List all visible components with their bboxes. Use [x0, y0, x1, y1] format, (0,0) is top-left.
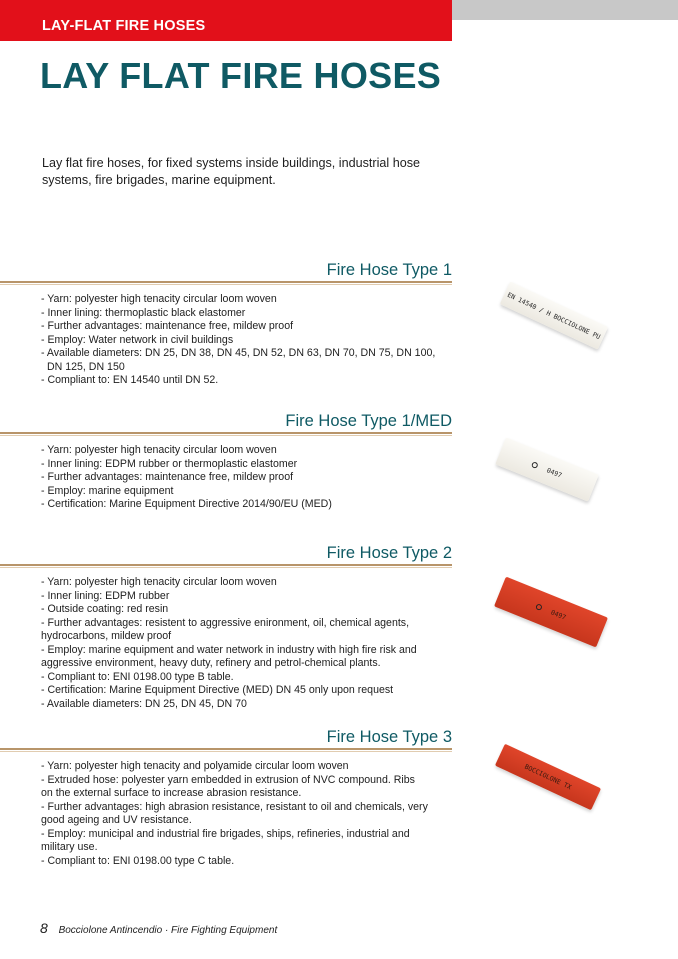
bullet-item: - Certification: Marine Equipment Directive 2014/90/EU (MED): [41, 498, 332, 510]
bullet-item: aggressive environment, heavy duty, refinery and petrol-chemical plants.: [41, 657, 381, 669]
certification-mark-icon: [531, 461, 539, 469]
header-grey-strip: [452, 0, 678, 20]
bullet-item: - Employ: municipal and industrial fire brigades, ships, refineries, industrial and: [41, 827, 410, 840]
bullet-item: - Available diameters: DN 25, DN 45, DN 70: [41, 697, 247, 710]
bullet-item: hydrocarbons, mildew proof: [41, 630, 172, 642]
section-bullets-type-1-med: [41, 444, 453, 512]
bullet-item: - Compliant to: ENI 0198.00 type B table.: [41, 670, 234, 683]
section-bullets-type-2: [41, 576, 453, 711]
bullet-item: - Yarn: polyester high tenacity circular loom woven: [41, 444, 277, 456]
bullet-item: - Employ: Water network in civil buildings: [41, 333, 234, 346]
page-title: LAY FLAT FIRE HOSES: [40, 55, 442, 96]
bullet-item: - Further advantages: maintenance free, mildew proof: [41, 471, 294, 483]
bullet-item: - Compliant to: ENI 0198.00 type C table.: [41, 854, 235, 867]
section-divider: [0, 748, 452, 750]
section-divider: [0, 432, 452, 434]
bullet-item: on the external surface to increase abrasion resistance.: [41, 787, 302, 799]
section-title-type-1: Fire Hose Type 1: [326, 261, 452, 279]
section-title-type-2: Fire Hose Type 2: [326, 544, 452, 562]
bullet-item: - Inner lining: EDPM rubber or thermoplastic elastomer: [41, 457, 298, 470]
hose-marking: EN 14540 / H BOCCIOLONE PU: [506, 290, 602, 341]
hose-sample-type-3: [495, 744, 601, 811]
section-divider: [0, 281, 452, 283]
bullet-item: - Yarn: polyester high tenacity circular loom woven: [41, 293, 277, 305]
page-footer: [40, 920, 277, 936]
certification-mark-icon: [535, 603, 543, 611]
bullet-item: - Available diameters: DN 25, DN 38, DN 45, DN 52, DN 63, DN 70, DN 75, DN 100,: [41, 347, 436, 359]
bullet-item: good ageing and UV resistance.: [41, 814, 192, 826]
page-number: 8: [40, 920, 48, 936]
hose-sample-type-2: [494, 577, 608, 648]
bullet-item: - Certification: Marine Equipment Directive (MED) DN 45 only upon request: [41, 684, 394, 696]
hose-marking: BOCCIOLONE TX: [523, 762, 573, 792]
bullet-item: - Yarn: polyester high tenacity circular loom woven: [41, 576, 277, 588]
bullet-item: - Compliant to: EN 14540 until DN 52.: [41, 374, 219, 386]
bullet-item: - Employ: marine equipment and water network in industry with high fire risk and: [41, 643, 417, 656]
bullet-item: - Extruded hose: polyester yarn embedded in extrusion of NVC compound. Ribs: [41, 773, 415, 786]
intro-paragraph: Lay flat fire hoses, for fixed systems inside buildings, industrial hose systems, fire brigades, marine equipment.: [42, 156, 420, 187]
bullet-item: - Employ: marine equipment: [41, 484, 174, 497]
bullet-item: - Yarn: polyester high tenacity and polyamide circular loom woven: [41, 760, 349, 772]
bullet-item: - Further advantages: resistent to aggressive enironment, oil, chemical agents,: [41, 616, 410, 629]
section-bullets-type-1: [41, 293, 453, 388]
bullet-item: - Inner lining: EDPM rubber: [41, 589, 170, 602]
section-title-type-3: Fire Hose Type 3: [326, 728, 452, 746]
bullet-item: - Inner lining: thermoplastic black elastomer: [41, 306, 246, 319]
bullet-item: - Further advantages: high abrasion resistance, resistant to oil and chemicals, very: [41, 800, 428, 813]
bullet-item: DN 125, DN 150: [47, 360, 125, 373]
section-title-type-1-med: Fire Hose Type 1/MED: [285, 412, 452, 430]
hose-sample-type-1-med: [495, 437, 599, 501]
banner-label: LAY-FLAT FIRE HOSES: [42, 18, 206, 34]
footer-text: Bocciolone Antincendio · Fire Fighting Equipment: [58, 925, 278, 936]
hose-marking: 0497: [545, 465, 564, 480]
bullet-item: - Further advantages: maintenance free, mildew proof: [41, 320, 294, 332]
bullet-item: military use.: [41, 841, 98, 853]
section-divider: [0, 564, 452, 566]
bullet-item: - Outside coating: red resin: [41, 603, 169, 615]
section-bullets-type-3: [41, 760, 453, 868]
hose-sample-type-1: [500, 281, 608, 349]
hose-marking: 0497: [549, 608, 568, 622]
